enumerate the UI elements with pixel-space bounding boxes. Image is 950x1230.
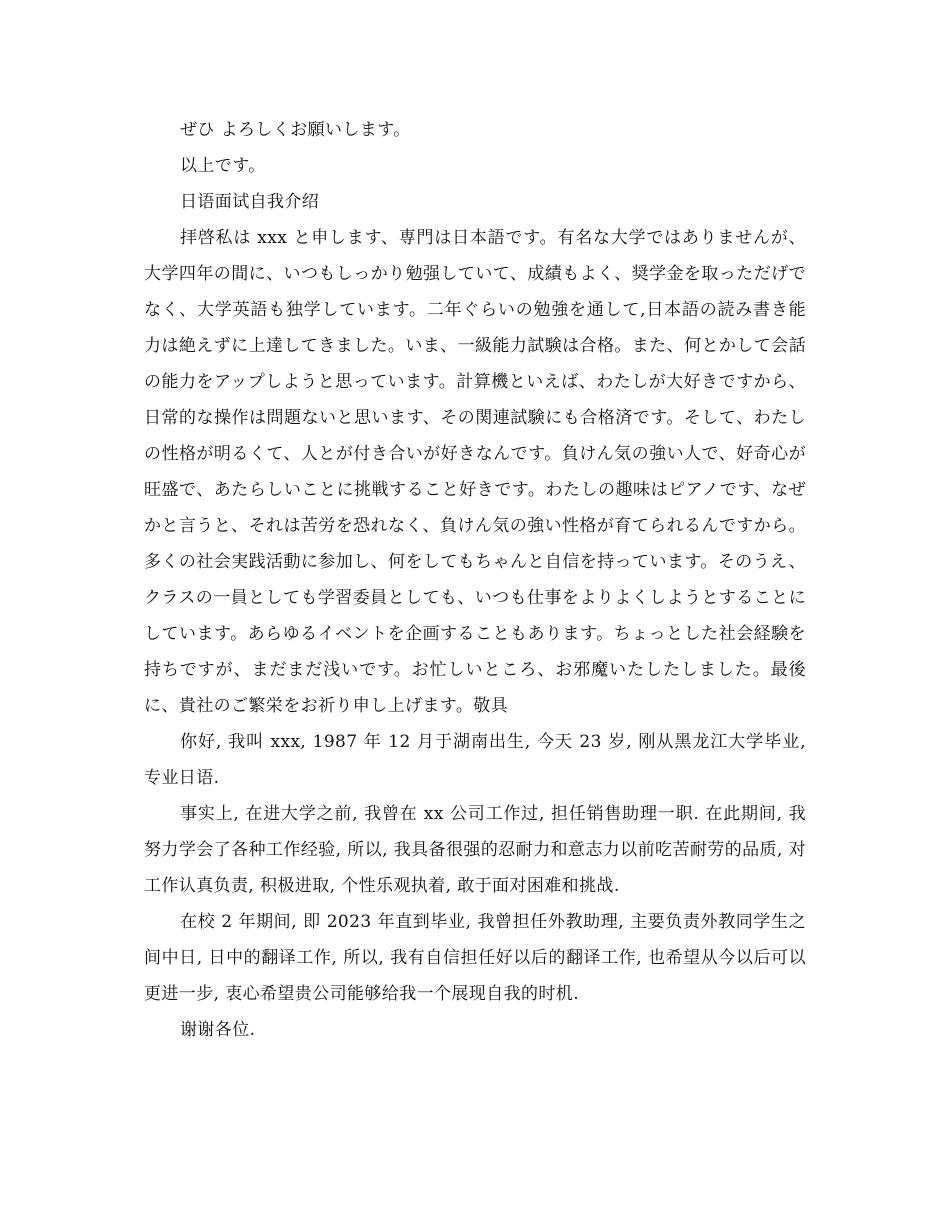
work-experience-paragraph: 事实上, 在进大学之前, 我曾在 xx 公司工作过, 担任销售助理一职. 在此期间, 我努力学会了各种工作经验, 所以, 我具备很强的忍耐力和意志力以前吃苦耐劳的品质, 对工作认真负责, 积极进取, 个性乐观执着, 敢于面对困难和挑战. [144, 804, 806, 896]
thanks-line: 谢谢各位. [180, 1020, 256, 1040]
chinese-greeting-paragraph: 你好, 我叫 xxx, 1987 年 12 月于湖南出生, 今天 23 岁, 刚从黑龙江大学毕业, 专业日语. [144, 732, 806, 788]
end-remark-line: 以上です。 [180, 156, 266, 176]
section-heading: 日语面试自我介绍 [180, 192, 320, 212]
school-experience-paragraph: 在校 2 年期间, 即 2023 年直到毕业, 我曾担任外教助理, 主要负责外教同学生之间中日, 日中的翻译工作, 所以, 我有自信担任好以后的翻译工作, 也希望从今以后可以更进一步, 衷心希望贵公司能够给我一个展现自我的时机. [144, 912, 806, 1004]
closing-request-line: ぜひ よろしくお願いします。 [180, 120, 411, 140]
document-body [144, 112, 806, 1048]
japanese-introduction-paragraph: 拝啓私は xxx と申します、専門は日本語です。有名な大学ではありませんが、大学四年の間に、いつもしっかり勉强していて、成績もよく、奨学金を取っただげでなく、大学英語も独学しています。二年ぐらいの勉強を通して,日本語の読み書き能力は絶えずに上達してきました。いま、一級能力試験は合格。また、何とかして会話の能力をアップしようと思っています。計算機といえば、わたしが大好きですから、日常的な操作は問題ないと思います、その関連試験にも合格済です。そして、わたしの性格が明るくて、人とが付き合いが好きなんです。負けん気の強い人で、好奇心が旺盛で、あたらしいことに挑戦すること好きです。わたしの趣味はピアノです、なぜかと言うと、それは苦労を恐れなく、負けん気の強い性格が育てられるんですから。多くの社会実践活動に参加し、何をしてもちゃんと自信を持っています。そのうえ、クラスの一員としても学習委員としても、いつも仕事をよりよくしようとすることにしています。あらゆるイベントを企画することもあります。ちょっとした社会経験を持ちですが、まだまだ浅いです。お忙しいところ、お邪魔いたしたしました。最後に、貴社のご繁栄をお祈り申し上げます。敬具 [144, 228, 806, 716]
